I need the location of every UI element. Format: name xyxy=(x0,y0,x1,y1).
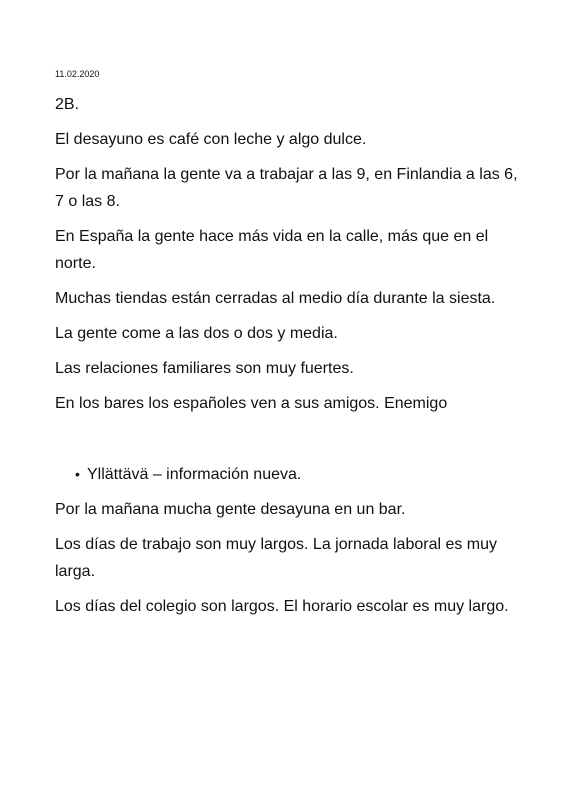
paragraph: Las relaciones familiares son muy fuertes. xyxy=(55,360,354,377)
paragraph: Muchas tiendas están cerradas al medio día durante la siesta. xyxy=(55,290,496,307)
paragraph: La gente come a las dos o dos y media. xyxy=(55,325,338,342)
bullet-item xyxy=(55,461,525,488)
paragraph: Los días de trabajo son muy largos. La jornada laboral es muy larga. xyxy=(55,536,498,580)
bullet-text: Yllättävä – información nueva. xyxy=(87,466,302,483)
paragraph: En los bares los españoles ven a sus amigos. Enemigo xyxy=(55,395,448,412)
document-heading: 2B. xyxy=(55,96,80,113)
blank-space xyxy=(55,425,525,461)
paragraph: Por la mañana la gente va a trabajar a las 9, en Finlandia a las 6, 7 o las 8. xyxy=(55,166,518,210)
paragraph: Por la mañana mucha gente desayuna en un bar. xyxy=(55,501,406,518)
paragraph: Los días del colegio son largos. El horario escolar es muy largo. xyxy=(55,598,509,615)
document-body xyxy=(55,126,525,628)
paragraph: En España la gente hace más vida en la calle, más que en el norte. xyxy=(55,228,489,272)
bullet-icon: • xyxy=(75,466,80,482)
document-date: 11.02.2020 xyxy=(55,69,100,79)
paragraph: El desayuno es café con leche y algo dulce. xyxy=(55,131,367,148)
